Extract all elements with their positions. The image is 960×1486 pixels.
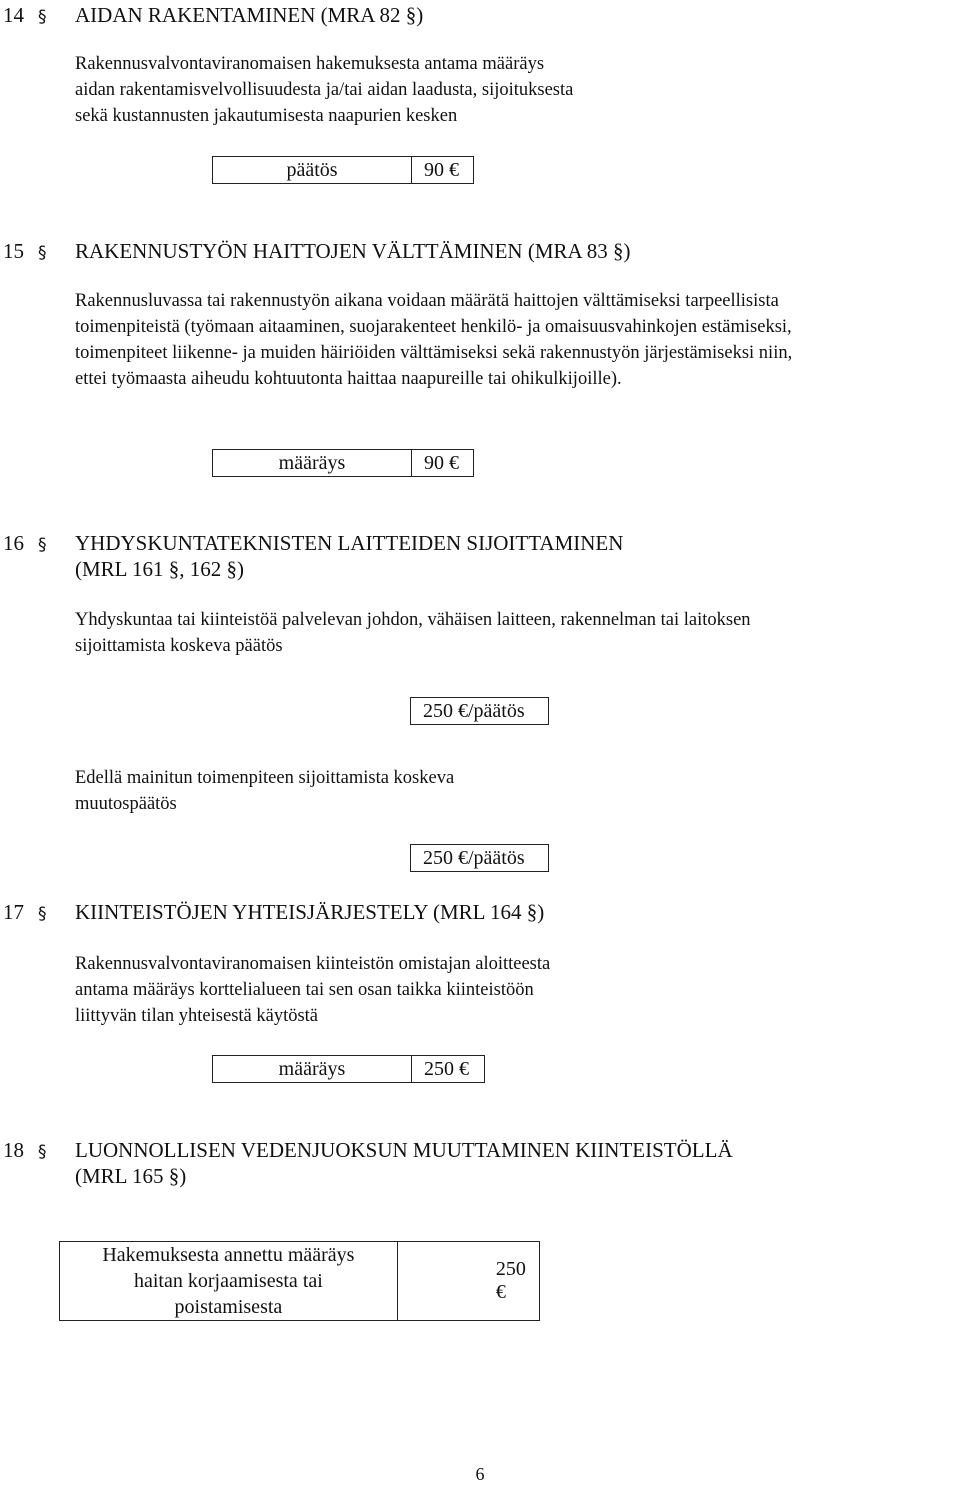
fee-label: määräys [213, 450, 412, 476]
section-18-number: 18 § [3, 1138, 47, 1162]
section-17-text-line: Rakennusvalvontaviranomaisen kiinteistön omistajan aloitteesta [75, 954, 551, 974]
section-16-title-line2: (MRL 161 §, 162 §) [75, 557, 244, 581]
section-18-title-line2: (MRL 165 §) [75, 1164, 187, 1188]
fee-label-line: haitan korjaamisesta tai [133, 1270, 323, 1292]
section-sign-icon: § [38, 243, 47, 263]
fee-value: 250 € [424, 1057, 469, 1080]
section-18-title: LUONNOLLISEN VEDENJUOKSUN MUUTTAMINEN KIINTEISTÖLLÄ [75, 1138, 733, 1162]
fee-box [212, 1055, 485, 1083]
section-14-number: 14 § [3, 3, 47, 27]
page-number: 6 [475, 1464, 485, 1484]
section-sign-icon: § [38, 7, 47, 27]
section-15-text-line: ettei työmaasta aiheudu kohtuutonta haittaa naapureille tai ohikulkijoille). [75, 369, 622, 389]
section-15-title: RAKENNUSTYÖN HAITTOJEN VÄLTTÄMINEN (MRA 83 §) [75, 239, 631, 263]
section-17-text-line: antama määräys korttelialueen tai sen osan taikka kiinteistöön [75, 980, 534, 1000]
section-16-title: YHDYSKUNTATEKNISTEN LAITTEIDEN SIJOITTAMINEN [75, 531, 624, 555]
section-17-number: 17 § [3, 900, 47, 924]
section-17-text-line: liittyvän tilan yhteisestä käytöstä [75, 1006, 319, 1026]
section-sign-icon: § [38, 1142, 47, 1162]
section-16-number: 16 § [3, 531, 47, 555]
fee-box [212, 449, 474, 477]
section-16-text-line: Edellä mainitun toimenpiteen sijoittamista koskeva [75, 768, 455, 788]
section-16-text-line: sijoittamista koskeva päätös [75, 636, 283, 656]
fee-value: 250 € [495, 1258, 526, 1303]
fee-box [212, 156, 474, 184]
fee-label [60, 1242, 398, 1320]
section-sign-icon: § [38, 904, 47, 924]
section-16-text-line: Yhdyskuntaa tai kiinteistöä palvelevan johdon, vähäisen laitteen, rakennelman tai laitoksen [75, 610, 751, 630]
section-14-text-line: aidan rakentamisvelvollisuudesta ja/tai aidan laadusta, sijoituksesta [75, 80, 574, 100]
fee-label: päätös [213, 157, 412, 183]
section-14-text-line: sekä kustannusten jakautumisesta naapurien kesken [75, 106, 458, 126]
fee-label-line: Hakemuksesta annettu määräys [102, 1244, 355, 1266]
fee-label-line: poistamisesta [174, 1296, 283, 1318]
section-17-title: KIINTEISTÖJEN YHTEISJÄRJESTELY (MRL 164 §) [75, 900, 545, 924]
section-15-text-line: toimenpiteet liikenne- ja muiden häiriöiden välttämiseksi sekä rakennustyön järjestämiseksi niin, [75, 343, 793, 363]
section-sign-icon: § [38, 535, 47, 555]
section-15-text-line: Rakennusluvassa tai rakennustyön aikana voidaan määrätä haittojen välttämiseksi tarpeellisista [75, 291, 779, 311]
fee-label: määräys [213, 1056, 412, 1082]
section-16-text-line: muutospäätös [75, 794, 177, 814]
fee-box [59, 1241, 540, 1321]
section-14-title: AIDAN RAKENTAMINEN (MRA 82 §) [75, 3, 424, 27]
section-14-text-line: Rakennusvalvontaviranomaisen hakemuksesta antama määräys [75, 54, 545, 74]
fee-box: 250 €/päätös [410, 697, 549, 725]
section-15-number: 15 § [3, 239, 47, 263]
fee-box: 250 €/päätös [410, 844, 549, 872]
section-15-text-line: toimenpiteistä (työmaan aitaaminen, suojarakenteet henkilö- ja omaisuusvahinkojen estämiseksi, [75, 317, 792, 337]
fee-value: 90 € [424, 451, 459, 474]
fee-value: 90 € [424, 158, 459, 181]
